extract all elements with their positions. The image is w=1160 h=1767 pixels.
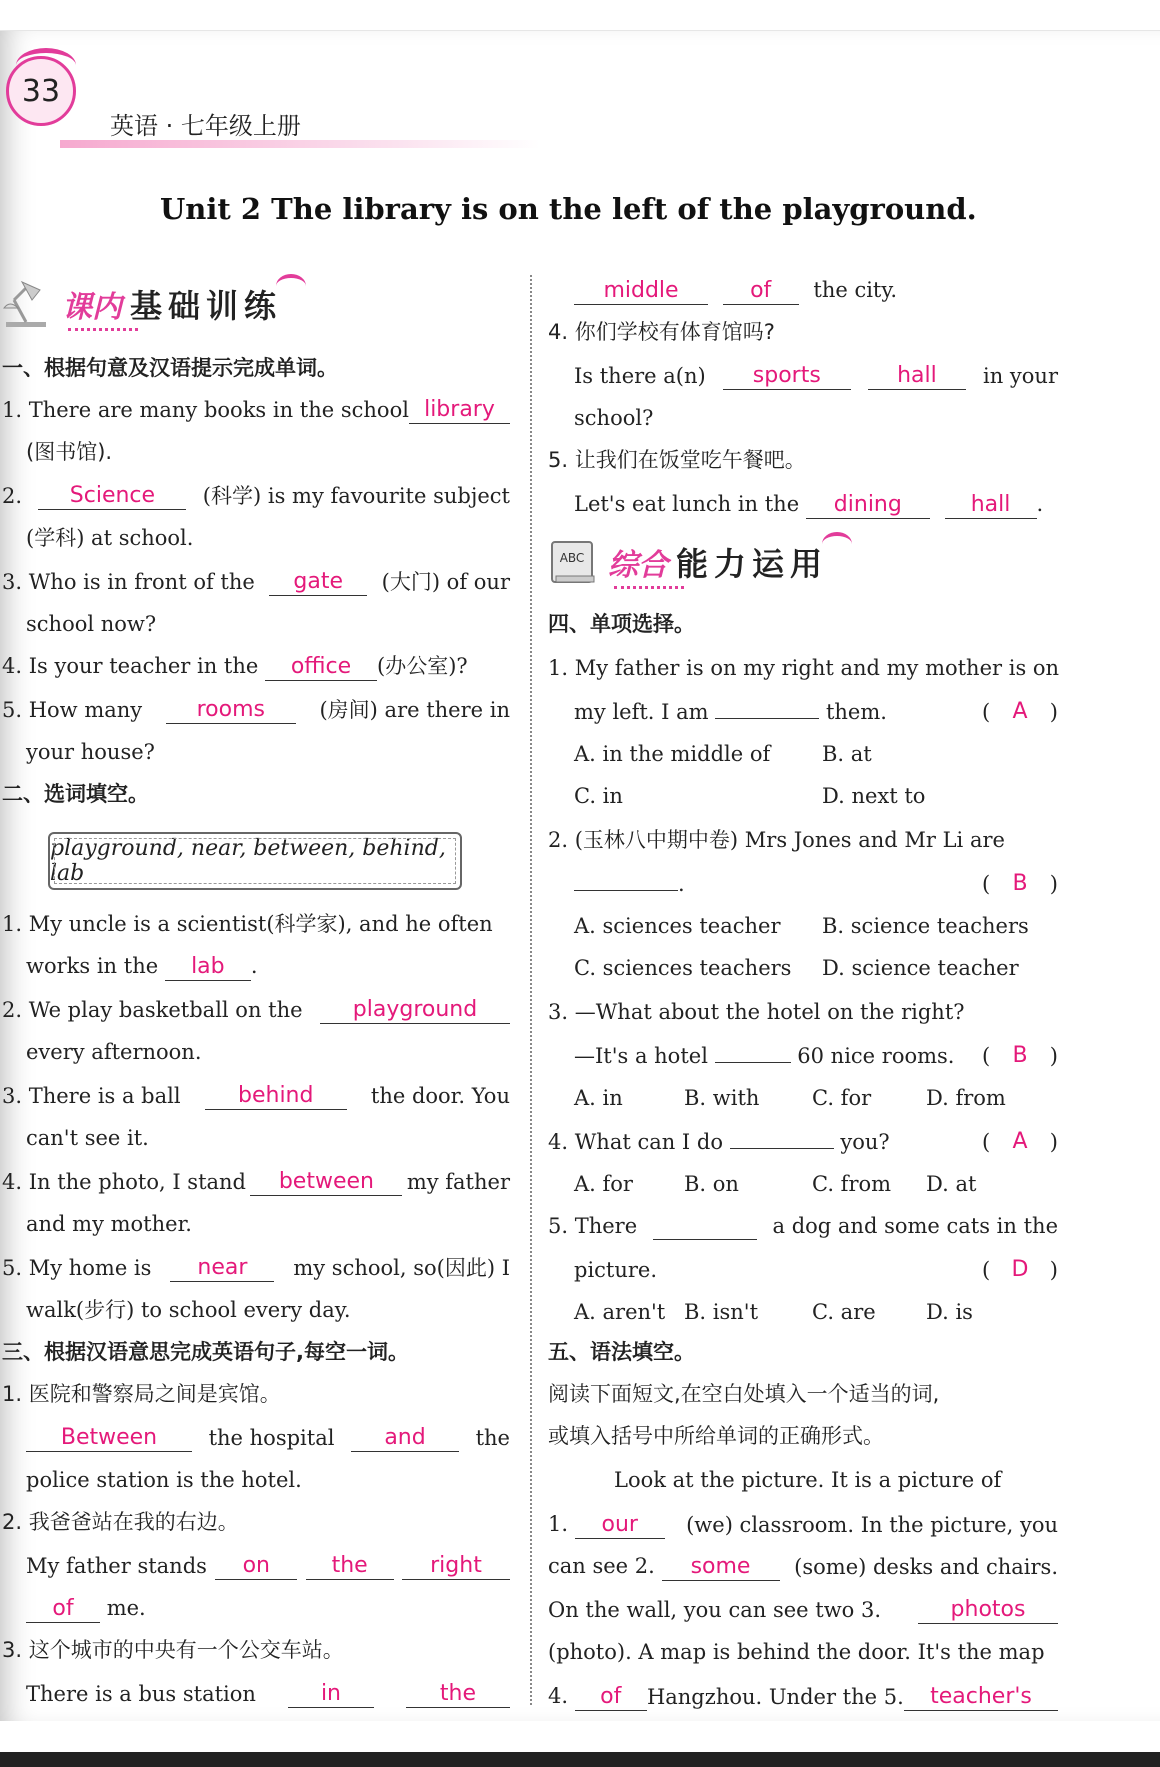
p3-q3-chinese: 3. 这个城市的中央有一个公交车站。 (2, 1638, 344, 1662)
p5-answer-4[interactable]: of (575, 1684, 647, 1711)
p2-q5-text-b: my school, so(因此) I (293, 1256, 510, 1280)
part3-heading: 三、根据汉语意思完成英语句子,每空一词。 (2, 1340, 409, 1364)
p4-q2-line2: . ( B ) (574, 868, 1058, 898)
screen-bottom-bar (0, 1752, 1160, 1767)
p3-q1-chinese: 1. 医院和警察局之间是宾馆。 (2, 1382, 281, 1406)
p1-q3-line1 (2, 568, 510, 596)
p2-q1-text: works in the (26, 954, 159, 978)
p2-q5-text: 5. My home is (2, 1256, 152, 1280)
p1-q4-text: 4. Is your teacher in the (2, 654, 259, 678)
p3-q1-text-b: the (475, 1426, 510, 1450)
p4-q4-text-b: you? (840, 1130, 890, 1154)
p4-q5-text: 5. There (548, 1214, 638, 1238)
p3-q2-text-b: me. (106, 1596, 146, 1620)
p1-q2-line1 (2, 482, 510, 510)
p1-q5-answer[interactable]: rooms (166, 697, 296, 724)
p2-q3-line1 (2, 1082, 510, 1110)
p4-q1-option-a[interactable]: A. in the middle of (574, 742, 771, 766)
p2-q3-line2: can't see it. (26, 1126, 149, 1150)
section-ability-title: 能力运用 (676, 545, 829, 583)
p2-q1-line2: works in the lab . (26, 954, 258, 979)
p3-q3-line2 (574, 276, 897, 305)
p4-q5-line1 (548, 1212, 1058, 1240)
p4-q3-option-d[interactable]: D. from (926, 1086, 1006, 1110)
p4-q1-option-b[interactable]: B. at (822, 742, 872, 766)
p5-answer-1[interactable]: our (575, 1512, 665, 1539)
p4-q5-text-b: a dog and some cats in the (772, 1214, 1058, 1238)
p4-q2-option-c[interactable]: C. sciences teachers (574, 956, 792, 980)
p5-answer-2[interactable]: some (662, 1554, 780, 1581)
p4-q1-answer[interactable]: A (1012, 699, 1028, 724)
p1-q3-answer[interactable]: gate (269, 569, 367, 596)
p2-q4-line1 (2, 1168, 510, 1196)
section-basic-title: 基础训练 (130, 287, 283, 325)
p1-q5-text: 5. How many (2, 698, 143, 722)
p3-q1-answer-2[interactable]: and (351, 1425, 459, 1452)
p2-q4-text-b: my father (406, 1170, 510, 1194)
p4-q4-option-a[interactable]: A. for (574, 1172, 633, 1196)
svg-text:ABC: ABC (559, 551, 585, 565)
p1-q1-answer[interactable]: library (409, 397, 510, 424)
header-underline (60, 140, 540, 148)
p2-q4-line2: and my mother. (26, 1212, 192, 1236)
p4-q3-answer[interactable]: B (1012, 1043, 1028, 1068)
part4-heading: 四、单项选择。 (548, 612, 695, 636)
p4-q2-option-a[interactable]: A. sciences teacher (574, 914, 781, 938)
p3-q1-text: the hospital (208, 1426, 335, 1450)
dotted-underline (614, 586, 684, 589)
p4-q3-answer-paren: ( B ) (982, 1043, 1058, 1068)
p2-q1-answer[interactable]: lab (165, 954, 251, 981)
p3-q3-text-b: the city. (813, 278, 898, 302)
p4-q4-text: 4. What can I do (548, 1130, 723, 1154)
p2-q5-answer[interactable]: near (170, 1255, 274, 1282)
p3-q5-line1: Let's eat lunch in the dining hall . (574, 492, 1044, 517)
p4-q5-answer[interactable]: D (1011, 1257, 1029, 1282)
p3-q4-line1 (574, 362, 1058, 390)
p4-q1-answer-paren: ( A ) (982, 699, 1058, 724)
section-basic-pink: 课内 (62, 290, 122, 325)
p4-q4-line (548, 1126, 1058, 1156)
p1-q4-text-b: (办公室)? (377, 654, 468, 678)
p4-q3-text-b: 60 nice rooms. (797, 1044, 955, 1068)
p2-q4-text: 4. In the photo, I stand (2, 1170, 246, 1194)
p1-q5-line2: your house? (26, 740, 155, 764)
p5-text-3b: (some) desks and chairs. (794, 1555, 1058, 1579)
p3-q3-answer-4[interactable]: of (723, 278, 799, 305)
p4-q1-text: my left. I am (574, 700, 709, 724)
p1-q1-line1 (2, 396, 510, 424)
p4-q5-line2 (574, 1256, 1058, 1284)
p5-answer-5[interactable]: teacher's (904, 1684, 1058, 1711)
p1-q3-text-b: (大门) of our (381, 570, 510, 594)
p4-q1-option-c[interactable]: C. in (574, 784, 623, 808)
p4-q4-option-c[interactable]: C. from (812, 1172, 892, 1196)
p2-q5-line2: walk(步行) to school every day. (26, 1298, 351, 1322)
p3-q2-answer-2[interactable]: the (306, 1553, 394, 1580)
word-bank-box: playground, near, between, behind, lab (48, 832, 462, 890)
p1-q2-answer[interactable]: Science (38, 483, 186, 510)
p3-q5-answer-2[interactable]: hall (945, 492, 1037, 519)
p1-q3-line2: school now? (26, 612, 157, 636)
p4-q3-line1: 3. —What about the hotel on the right? (548, 1000, 965, 1024)
p3-q4-text-b: in your (983, 364, 1058, 388)
p3-q5-chinese: 5. 让我们在饭堂吃午餐吧。 (548, 448, 806, 472)
p1-q2-num: 2. (2, 484, 23, 508)
p2-q2-line1 (2, 996, 510, 1024)
p4-q1-option-d[interactable]: D. next to (822, 784, 926, 808)
p4-q4-answer-paren: ( A ) (982, 1129, 1058, 1154)
p4-q5-blank (653, 1217, 757, 1240)
p3-q2-line2 (26, 1594, 146, 1623)
p5-num-1: 1. (548, 1512, 569, 1536)
part5-instruction-1: 阅读下面短文,在空白处填入一个适当的词, (548, 1382, 940, 1406)
p4-q2-answer-paren: ( B ) (982, 871, 1058, 896)
p4-q4-blank (730, 1126, 834, 1149)
p4-q5-answer-paren: ( D ) (982, 1257, 1058, 1282)
p4-q5-option-d[interactable]: D. is (926, 1300, 973, 1324)
p3-q3-text: There is a bus station (26, 1682, 256, 1706)
column-divider (530, 275, 532, 1705)
p5-line2 (548, 1510, 1058, 1539)
section-ability-pink: 综合 (608, 548, 668, 583)
p3-q5-answer-1[interactable]: dining (806, 492, 930, 519)
p2-q2-line2: every afternoon. (26, 1040, 202, 1064)
p1-q5-line1 (2, 696, 510, 724)
p1-q2-text: (科学) is my favourite subject (202, 484, 510, 508)
p1-q3-text: 3. Who is in front of the (2, 570, 255, 594)
p2-q4-answer[interactable]: between (250, 1169, 402, 1196)
section-basic-training (2, 278, 320, 330)
p5-line1: Look at the picture. It is a picture of (614, 1468, 1002, 1492)
page-number-badge: 33 (6, 56, 76, 126)
p1-q4-answer[interactable]: office (265, 654, 377, 681)
p3-q2-line1 (26, 1552, 510, 1580)
p3-q2-answer-4[interactable]: of (26, 1596, 100, 1623)
p3-q2-answer-1[interactable]: on (215, 1553, 297, 1580)
p3-q3-line1 (26, 1680, 510, 1708)
part5-instruction-2: 或填入括号中所给单词的正确形式。 (548, 1424, 884, 1448)
p1-q1-line2: (图书馆). (26, 440, 113, 464)
p4-q4-option-b[interactable]: B. on (684, 1172, 739, 1196)
p3-q3-answer-3[interactable]: middle (574, 278, 708, 305)
p4-q3-line2 (574, 1040, 1058, 1070)
p3-q3-answer-2[interactable]: the (406, 1681, 510, 1708)
p4-q2-answer[interactable]: B (1012, 871, 1028, 896)
book-title: 英语 · 七年级上册 (110, 112, 301, 140)
swoosh-decoration (822, 532, 852, 556)
p3-q4-answer-2[interactable]: hall (868, 363, 966, 390)
p2-q2-text: 2. We play basketball on the (2, 998, 303, 1022)
p2-q5-line1 (2, 1254, 510, 1282)
p5-line4 (548, 1596, 1058, 1624)
p1-q2-line2: (学科) at school. (26, 526, 194, 550)
p5-line6 (548, 1682, 1058, 1711)
p4-q4-option-d[interactable]: D. at (926, 1172, 977, 1196)
desk-lamp-icon (2, 278, 54, 330)
p5-text-4a: On the wall, you can see two 3. (548, 1598, 882, 1622)
p4-q4-answer[interactable]: A (1012, 1129, 1028, 1154)
p4-q5-text-c: picture. (574, 1258, 658, 1282)
p5-answer-3[interactable]: photos (918, 1597, 1058, 1624)
p4-q3-option-b[interactable]: B. with (684, 1086, 760, 1110)
dotted-underline (68, 328, 138, 331)
p5-line5: (photo). A map is behind the door. It's the map (548, 1640, 1045, 1664)
part1-heading: 一、根据句意及汉语提示完成单词。 (2, 356, 338, 380)
p3-q1-line1 (26, 1424, 510, 1452)
p4-q2-line1: 2. (玉林八中期中卷) Mrs Jones and Mr Li are (548, 828, 1005, 852)
p4-q2-option-b[interactable]: B. science teachers (822, 914, 1029, 938)
p3-q4-answer-1[interactable]: sports (723, 363, 851, 390)
p4-q1-text-b: them. (825, 700, 887, 724)
p3-q2-text: My father stands (26, 1554, 207, 1578)
p4-q1-line2 (574, 696, 1058, 726)
p5-text-3a: can see 2. (548, 1554, 655, 1578)
p5-text-6b: Hangzhou. Under the 5. (646, 1685, 904, 1709)
p3-q3-answer-1[interactable]: in (288, 1681, 374, 1708)
p4-q5-option-b[interactable]: B. isn't (684, 1300, 759, 1324)
p1-q4-line (2, 652, 468, 681)
p3-q4-text: Is there a(n) (574, 364, 706, 388)
p4-q5-option-c[interactable]: C. are (812, 1300, 876, 1324)
p4-q1-line1: 1. My father is on my right and my mother is on (548, 656, 1060, 680)
p2-q3-answer[interactable]: behind (205, 1083, 347, 1110)
abc-book-icon (548, 536, 600, 588)
unit-title: Unit 2 The library is on the left of the playground. (160, 192, 977, 226)
p3-q1-answer-1[interactable]: Between (26, 1425, 192, 1452)
p4-q3-option-c[interactable]: C. for (812, 1086, 872, 1110)
p4-q2-option-d[interactable]: D. science teacher (822, 956, 1019, 980)
p3-q2-chinese: 2. 我爸爸站在我的右边。 (2, 1510, 239, 1534)
p4-q5-option-a[interactable]: A. aren't (574, 1300, 666, 1324)
p4-q1-blank (715, 696, 819, 719)
p3-q2-answer-3[interactable]: right (402, 1553, 510, 1580)
part2-heading: 二、选词填空。 (2, 782, 149, 806)
p5-line3 (548, 1552, 1058, 1581)
swoosh-decoration (276, 274, 306, 298)
p2-q2-answer[interactable]: playground (320, 997, 510, 1024)
section-ability-application (548, 536, 866, 588)
p3-q1-line2: police station is the hotel. (26, 1468, 302, 1492)
p3-q5-text: Let's eat lunch in the (574, 492, 800, 516)
part5-heading: 五、语法填空。 (548, 1340, 695, 1364)
p2-q3-text-b: the door. You (370, 1084, 510, 1108)
p1-q5-text-b: (房间) are there in (319, 698, 510, 722)
p2-q3-text: 3. There is a ball (2, 1084, 181, 1108)
p4-q3-blank (715, 1040, 791, 1063)
p3-q4-chinese: 4. 你们学校有体育馆吗? (548, 320, 775, 344)
p4-q3-option-a[interactable]: A. in (574, 1086, 623, 1110)
p4-q2-blank (574, 868, 678, 891)
p4-q3-text: —It's a hotel (574, 1044, 708, 1068)
p5-num-4: 4. (548, 1684, 569, 1708)
p3-q4-line2: school? (574, 406, 654, 430)
p5-text-2: (we) classroom. In the picture, you (686, 1513, 1058, 1537)
p1-q1-text: 1. There are many books in the school (2, 398, 409, 422)
p2-q1-line1: 1. My uncle is a scientist(科学家), and he often (2, 912, 493, 936)
